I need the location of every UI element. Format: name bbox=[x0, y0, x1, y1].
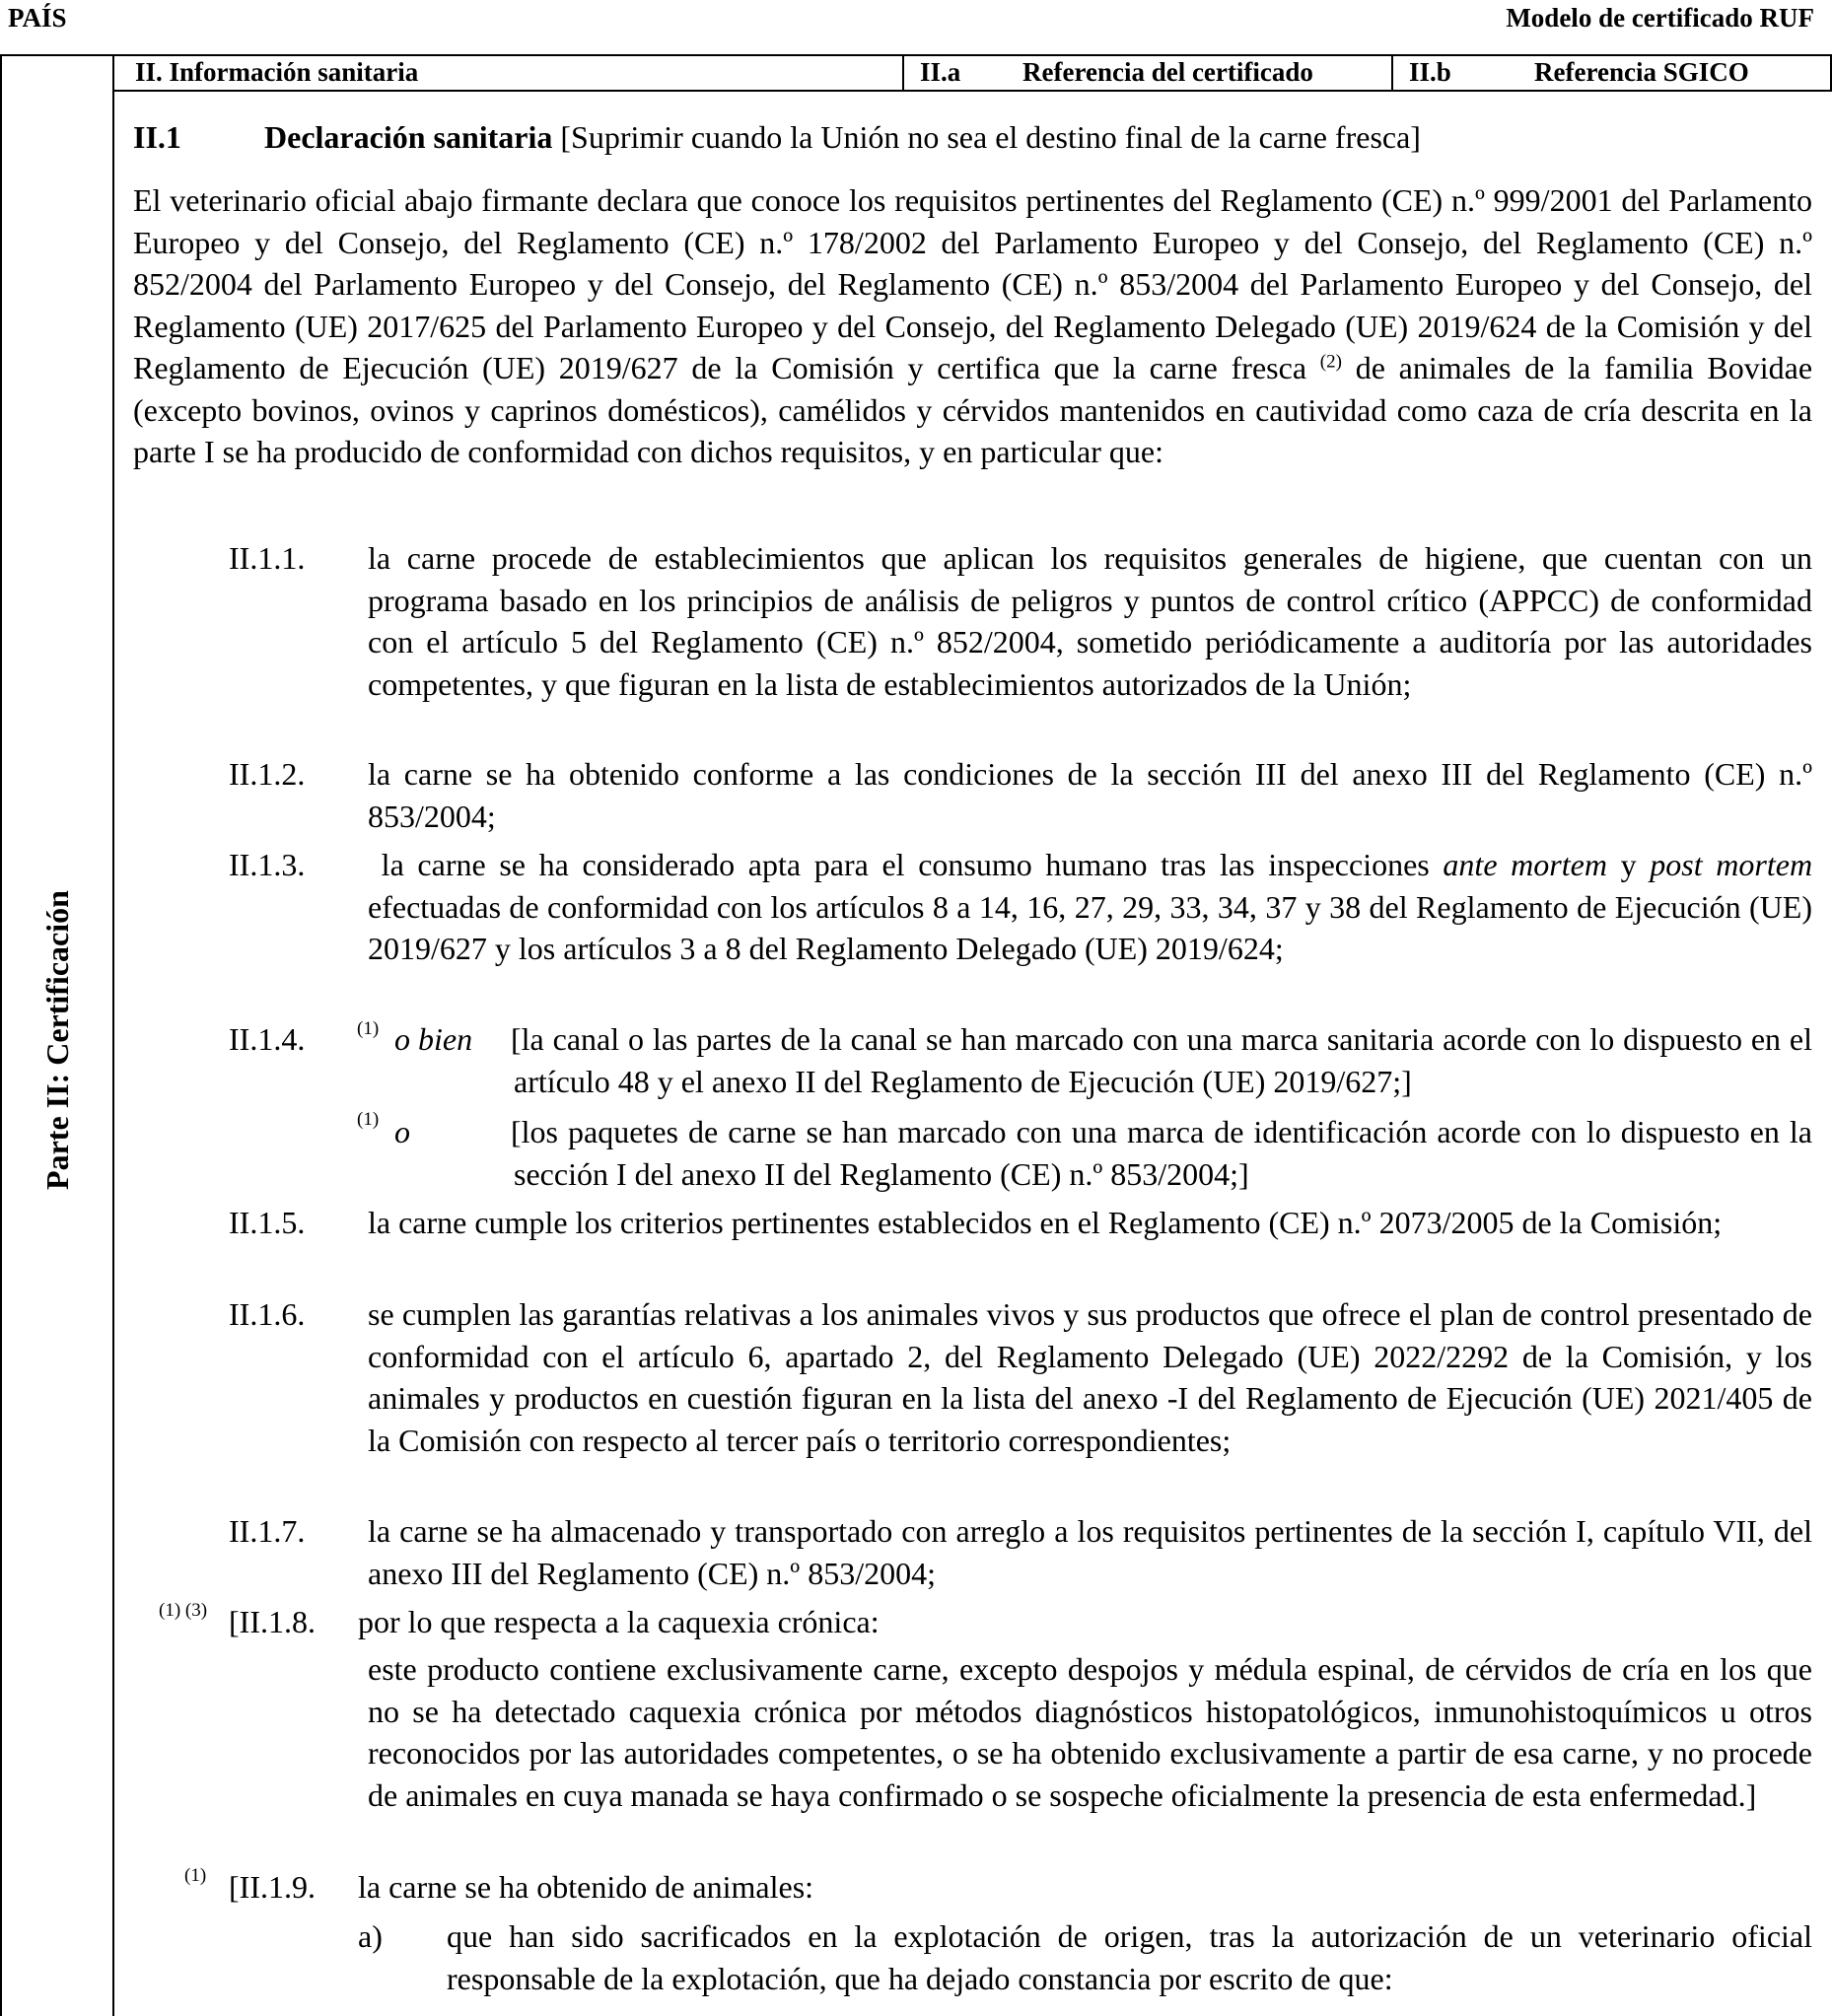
heading-title: Declaración sanitaria bbox=[264, 119, 553, 155]
item-number: II.1.3. bbox=[229, 847, 306, 882]
sub-item-text: que han sido sacrificados en la explotación de origen, tras la autorización de un veterinario oficial responsable de la explotación, que ha dejado constancia por escrito de que: bbox=[447, 1918, 1812, 1996]
footnote-ref: (1) bbox=[357, 1018, 380, 1039]
ref-b-code: II.b bbox=[1409, 57, 1451, 87]
intro-text-continued: de animales de la familia Bovidae (excepto bovinos, ovinos y caprinos domésticos), camélidos y cérvidos mantenidos en cautividad como caza de cría descrita en la parte I se ha producido de conformidad con dichos requisitos, y en particular que: bbox=[133, 350, 1813, 469]
option-label: o bbox=[394, 1114, 410, 1149]
item-text: este producto contiene exclusivamente carne, excepto despojos y médula espinal, de cérvidos de cría en los que no se ha detectado caquexia crónica por métodos diagnósticos histopatológicos, inmunohistoquímicos u otros reconocidos por las autoridades competentes, o se ha obtenido exclusivamente a partir de esa carne, y no procede de animales en cuya manada se haya confirmado o se sospeche oficialmente la presencia de esta enfermedad.] bbox=[368, 1651, 1812, 1813]
item-number: II.1.5. bbox=[229, 1205, 306, 1240]
intro-paragraph bbox=[133, 179, 1812, 473]
ref-b-label: Referencia SGICO bbox=[1534, 57, 1749, 87]
heading-number: II.1 bbox=[133, 119, 181, 155]
item-text: la carne se ha almacenado y transportado con arreglo a los requisitos pertinentes de la sección I, capítulo VII, del anexo III del Reglamento (CE) n.º 853/2004; bbox=[368, 1513, 1812, 1591]
item-number: [II.1.9. bbox=[229, 1869, 316, 1905]
footnote-ref: (1) bbox=[357, 1109, 380, 1130]
ref-a-code: II.a bbox=[920, 57, 961, 87]
item-text: la carne procede de establecimientos que aplican los requisitos generales de higiene, que cuentan con un programa basado en los principios de análisis de peligros y puntos de control crítico (APPCC) de conformidad con el artículo 5 del Reglamento (CE) n.º 852/2004, sometido periódicamente a auditoría por las autoridades competentes, y que figuran en la lista de establecimientos autorizados de la Unión; bbox=[368, 540, 1812, 702]
item-number: II.1.7. bbox=[229, 1513, 306, 1549]
item-text: la carne se ha obtenido conforme a las condiciones de la sección III del anexo III del Reglamento (CE) n.º 853/2004; bbox=[368, 756, 1812, 834]
footnote-ref: (1) (3) bbox=[159, 1600, 208, 1621]
part-side-label: Parte II: Certificación bbox=[39, 890, 75, 1190]
item-number: II.1.2. bbox=[229, 756, 306, 792]
option-label: o bien bbox=[394, 1021, 473, 1057]
heading-note: [Suprimir cuando la Unión no sea el destino final de la carne fresca] bbox=[560, 119, 1421, 155]
item-text: se cumplen las garantías relativas a los animales vivos y sus productos que ofrece el plan de control presentado de conformidad con el artículo 6, apartado 2, del Reglamento Delegado (UE) 2022/2292 de la Comisión, y los animales y productos en cuestión figuran en la lista del anexo -I del Reglamento de Ejecución (UE) 2021/405 de la Comisión con respecto al tercer país o territorio correspondientes; bbox=[368, 1296, 1812, 1458]
header-divider bbox=[902, 54, 904, 90]
ref-a-label: Referencia del certificado bbox=[1022, 57, 1313, 87]
intro-text: El veterinario oficial abajo firmante declara que conoce los requisitos pertinentes del Reglamento (CE) n.º 999/2001 del Parlamento Europeo y del Consejo, del Reglamento (CE) n.º 178/2002 del Parlamento Europeo y del Consejo, del Reglamento (CE) n.º 852/2004 del Parlamento Europeo y del Consejo, del Reglamento (CE) n.º 853/2004 del Parlamento Europeo y del Consejo, del Reglamento (UE) 2017/625 del Parlamento Europeo y del Consejo, del Reglamento Delegado (UE) 2019/624 de la Comisión y del Reglamento de Ejecución (UE) 2019/627 de la Comisión y certifica que la carne fresca bbox=[133, 182, 1812, 385]
sidebar-divider bbox=[112, 54, 114, 2016]
header-row bbox=[113, 54, 1831, 92]
item-number: [II.1.8. bbox=[229, 1604, 316, 1639]
sub-item-label: a) bbox=[358, 1918, 383, 1954]
footnote-ref: (2) bbox=[1319, 351, 1342, 373]
item-text: la carne se ha considerado apta para el consumo humano tras las inspecciones ante mortem y post mortem efectuadas de conformidad con los artículos 8 a 14, 16, 27, 29, 33, 34, 37 y 38 del Reglamento de Ejecución (UE) 2019/627 y los artículos 3 a 8 del Reglamento Delegado (UE) 2019/624; bbox=[368, 847, 1813, 966]
section-title: II. Información sanitaria bbox=[135, 57, 419, 87]
country-label: PAÍS bbox=[8, 3, 67, 33]
header-divider bbox=[1391, 54, 1393, 90]
heading bbox=[264, 116, 1421, 159]
certificate-model-label: Modelo de certificado RUF bbox=[1506, 3, 1814, 33]
item-number: II.1.1. bbox=[229, 540, 306, 576]
option-text: [los paquetes de carne se han marcado con una marca de identificación acorde con lo dispuesto en la sección I del anexo II del Reglamento (CE) n.º 853/2004;] bbox=[511, 1114, 1812, 1192]
item-number: II.1.4. bbox=[229, 1021, 306, 1057]
item-text: la carne cumple los criterios pertinentes establecidos en el Reglamento (CE) n.º 2073/2005 de la Comisión; bbox=[368, 1205, 1723, 1240]
item-lead: por lo que respecta a la caquexia crónica: bbox=[358, 1604, 880, 1639]
item-lead: la carne se ha obtenido de animales: bbox=[358, 1869, 814, 1905]
item-number: II.1.6. bbox=[229, 1296, 306, 1332]
option-text: [la canal o las partes de la canal se han marcado con una marca sanitaria acorde con lo dispuesto en el artículo 48 y el anexo II del Reglamento de Ejecución (UE) 2019/627;] bbox=[511, 1021, 1812, 1099]
footnote-ref: (1) bbox=[184, 1865, 207, 1886]
